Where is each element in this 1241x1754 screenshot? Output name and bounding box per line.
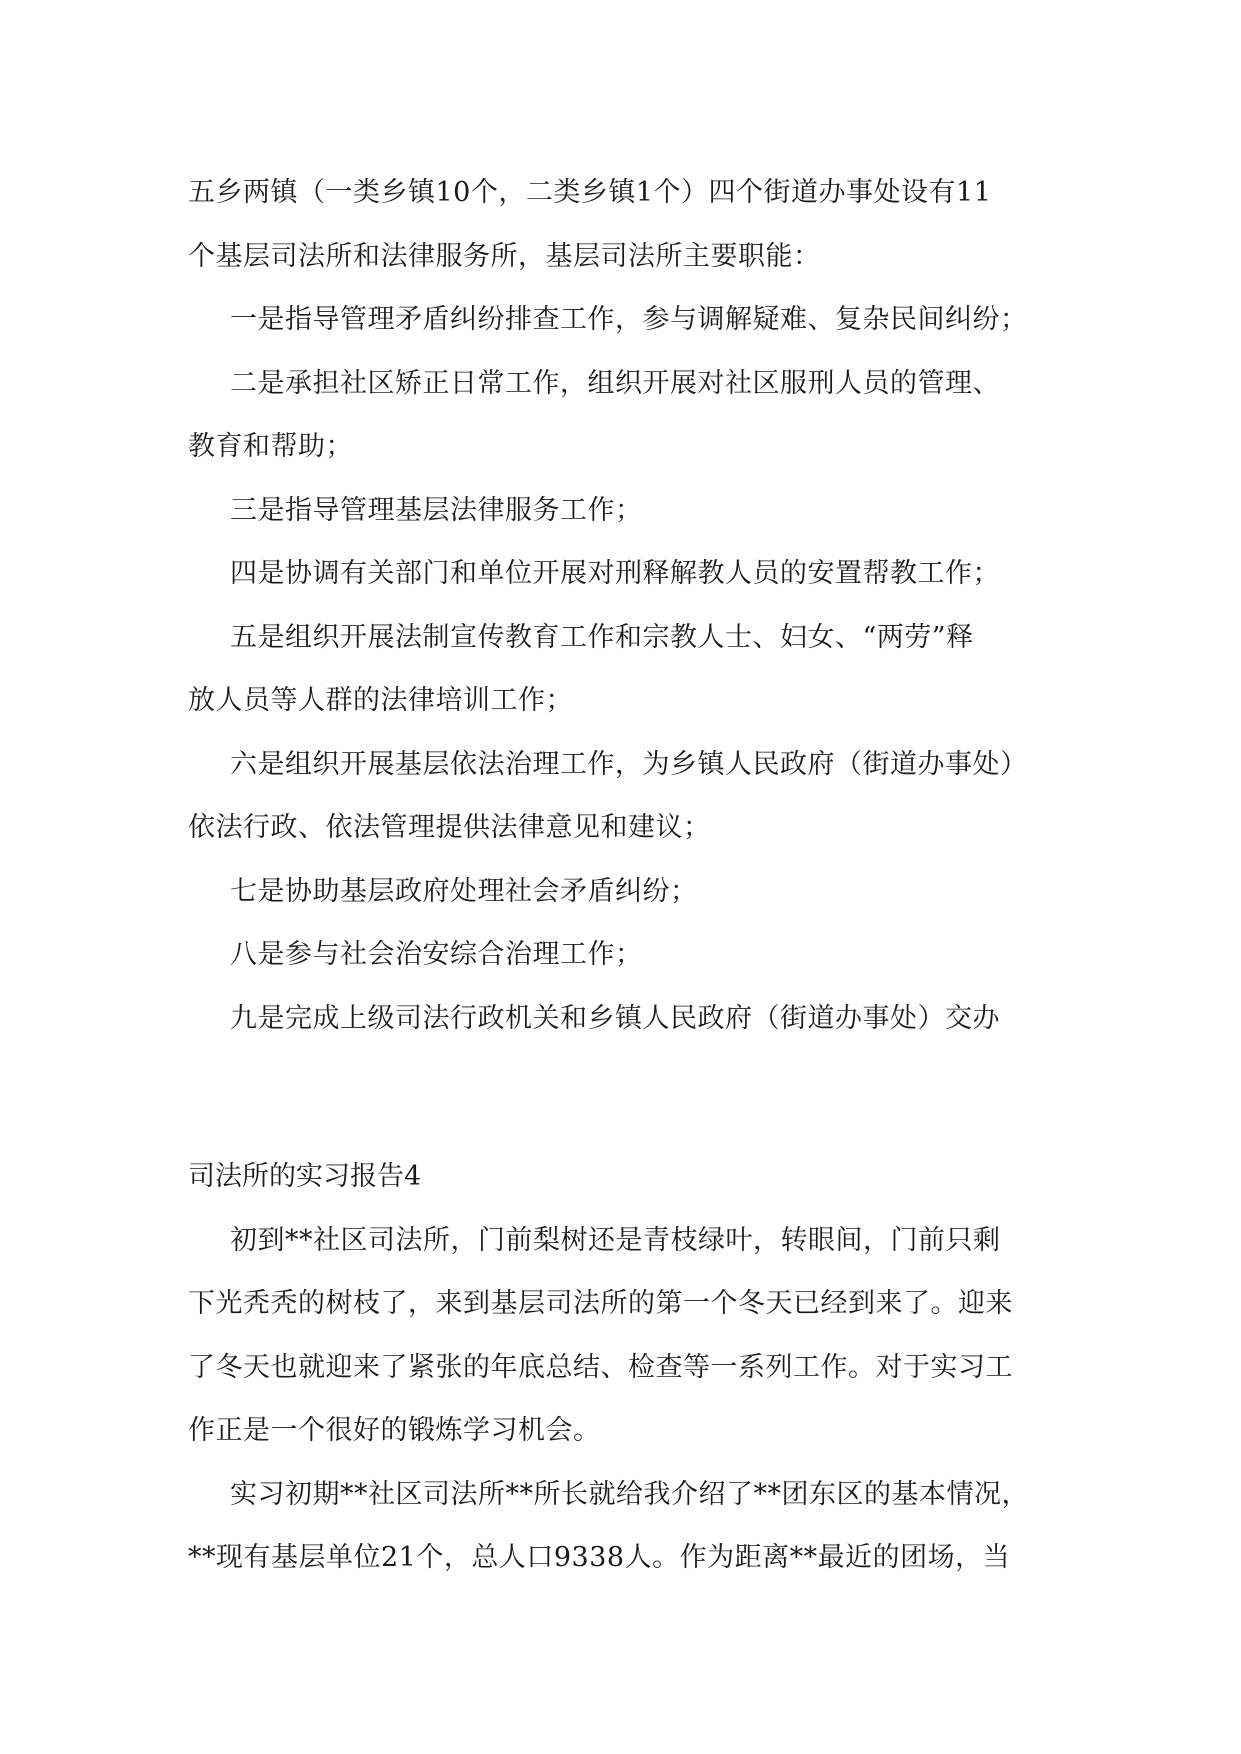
paragraph-line: 了冬天也就迎来了紧张的年底总结、检查等一系列工作。对于实习工 (188, 1351, 1013, 1383)
paragraph-line: 一是指导管理矛盾纠纷排查工作，参与调解疑难、复杂民间纠纷； (230, 304, 1028, 335)
paragraph-line: 四是协调有关部门和单位开展对刑释解教人员的安置帮教工作； (230, 558, 1000, 589)
section-heading: 司法所的实习报告4 (188, 1161, 422, 1192)
section-one (188, 161, 1068, 1050)
paragraph-line: 九是完成上级司法行政机关和乡镇人民政府（街道办事处）交办 (230, 1002, 1000, 1034)
paragraph-line: 依法行政、依法管理提供法律意见和建议； (188, 812, 711, 843)
paragraph-line: **现有基层单位21个，总人口9338人。作为距离**最近的团场，当 (188, 1542, 1011, 1573)
section-spacer (188, 1050, 1068, 1145)
paragraph-line: 六是组织开展基层依法治理工作，为乡镇人民政府（街道办事处） (230, 748, 1028, 780)
paragraph-line: 下光秃秃的树枝了，来到基层司法所的第一个冬天已经到来了。迎来 (188, 1288, 1013, 1319)
paragraph-line: 个基层司法所和法律服务所，基层司法所主要职能： (188, 240, 821, 272)
document-body (188, 161, 1068, 1590)
section-two (188, 1145, 1068, 1590)
paragraph-line: 三是指导管理基层法律服务工作； (230, 494, 643, 526)
paragraph-line: 教育和帮助； (188, 431, 353, 462)
paragraph-line: 初到**社区司法所，门前梨树还是青枝绿叶，转眼间，门前只剩 (230, 1224, 1001, 1256)
paragraph-line: 五是组织开展法制宣传教育工作和宗教人士、妇女、“两劳”释 (230, 621, 974, 653)
paragraph-line: 作正是一个很好的锻炼学习机会。 (188, 1415, 601, 1446)
paragraph-line: 八是参与社会治安综合治理工作； (230, 939, 643, 970)
paragraph-line: 实习初期**社区司法所**所长就给我介绍了**团东区的基本情况， (230, 1478, 1029, 1510)
paragraph-line: 七是协助基层政府处理社会矛盾纠纷； (230, 875, 698, 907)
paragraph-line: 五乡两镇（一类乡镇10个，二类乡镇1个）四个街道办事处设有11 (188, 177, 992, 208)
paragraph-line: 二是承担社区矫正日常工作，组织开展对社区服刑人员的管理、 (230, 367, 1000, 399)
paragraph-line: 放人员等人群的法律培训工作； (188, 685, 573, 716)
